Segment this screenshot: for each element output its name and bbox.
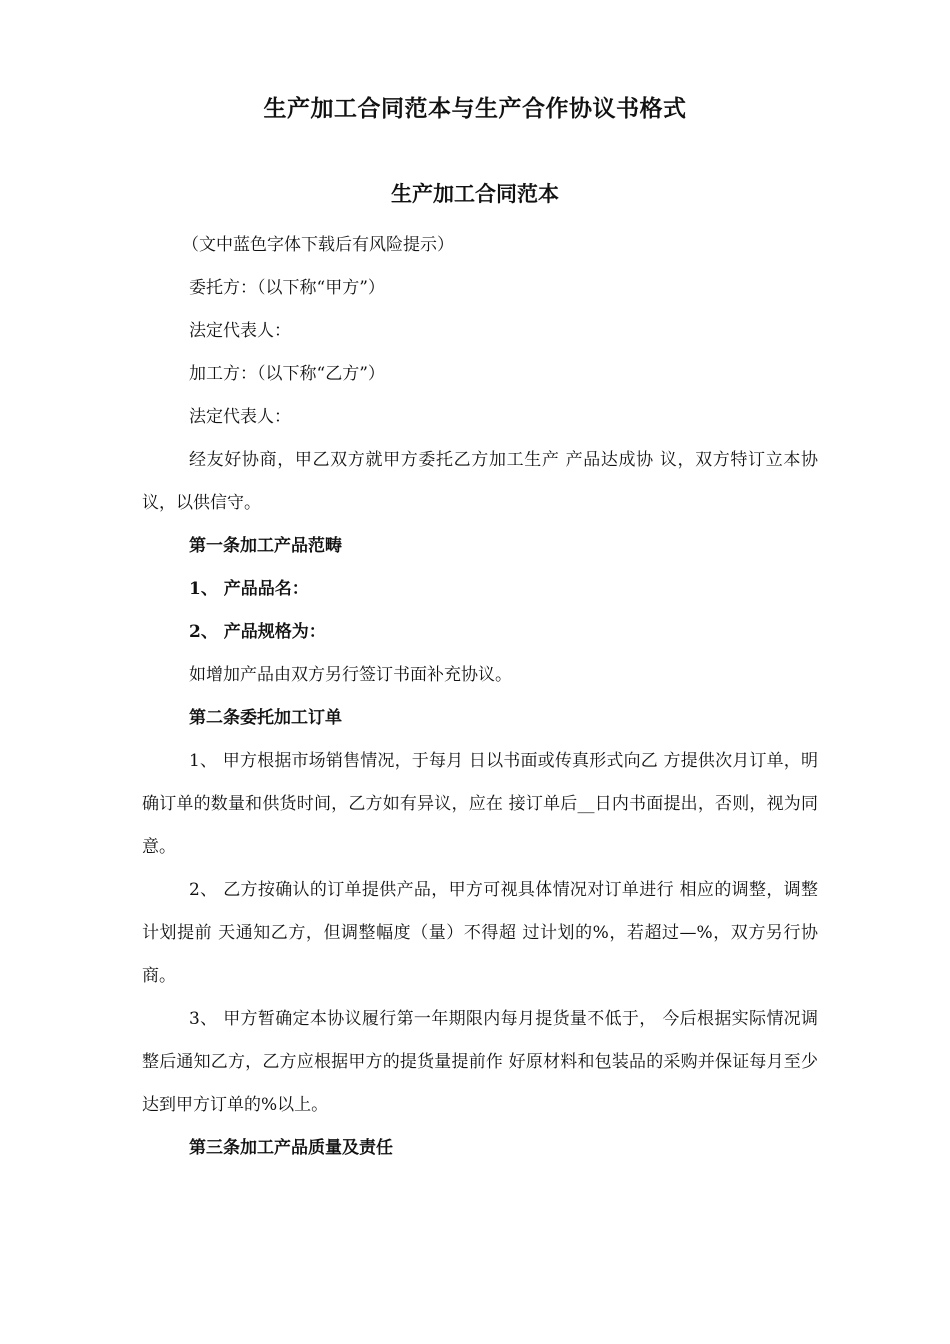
article-2-heading: 第二条委托加工订单 [189,708,342,728]
article-1-heading: 第一条加工产品范畴 [189,536,342,556]
processor-party-line: 加工方：（以下称“乙方”） [189,364,385,384]
document-body [142,224,818,1170]
document-title: 生产加工合同范本与生产合作协议书格式 [263,95,687,122]
article-2-clause-2: 2、 乙方按确认的订单提供产品，甲方可视具体情况对订单进行 相应的调整，调整计划提前 天通知乙方，但调整幅度（量）不得超 过计划的%，若超过—%，双方另行协商。 [142,880,818,986]
preamble-paragraph: 经友好协商，甲乙双方就甲方委托乙方加工生产 产品达成协 议，双方特订立本协议，以供信守。 [142,450,818,513]
risk-note: （文中蓝色字体下载后有风险提示） [182,235,454,255]
article-3-heading: 第三条加工产品质量及责任 [189,1138,393,1158]
section-title: 生产加工合同范本 [391,181,559,206]
article-2-clause-3: 3、 甲方暂确定本协议履行第一年期限内每月提货量不低于， 今后根据实际情况调整后通知乙方，乙方应根据甲方的提货量提前作 好原材料和包装品的采购并保证每月至少达到甲方订单的%以上。 [142,1009,818,1115]
client-representative-line: 法定代表人： [189,321,291,341]
article-1-note: 如增加产品由双方另行签订书面补充协议。 [189,665,512,685]
article-1-item-2: 2、 产品规格为： [189,622,326,642]
article-2-clause-1: 1、 甲方根据市场销售情况，于每月 日以书面或传真形式向乙 方提供次月订单，明确订单的数量和供货时间，乙方如有异议，应在 接订单后__日内书面提出，否则，视为同意。 [142,751,818,857]
processor-representative-line: 法定代表人： [189,407,291,427]
client-party-line: 委托方：（以下称“甲方”） [189,278,385,298]
article-1-item-1: 1、 产品品名： [189,579,309,599]
